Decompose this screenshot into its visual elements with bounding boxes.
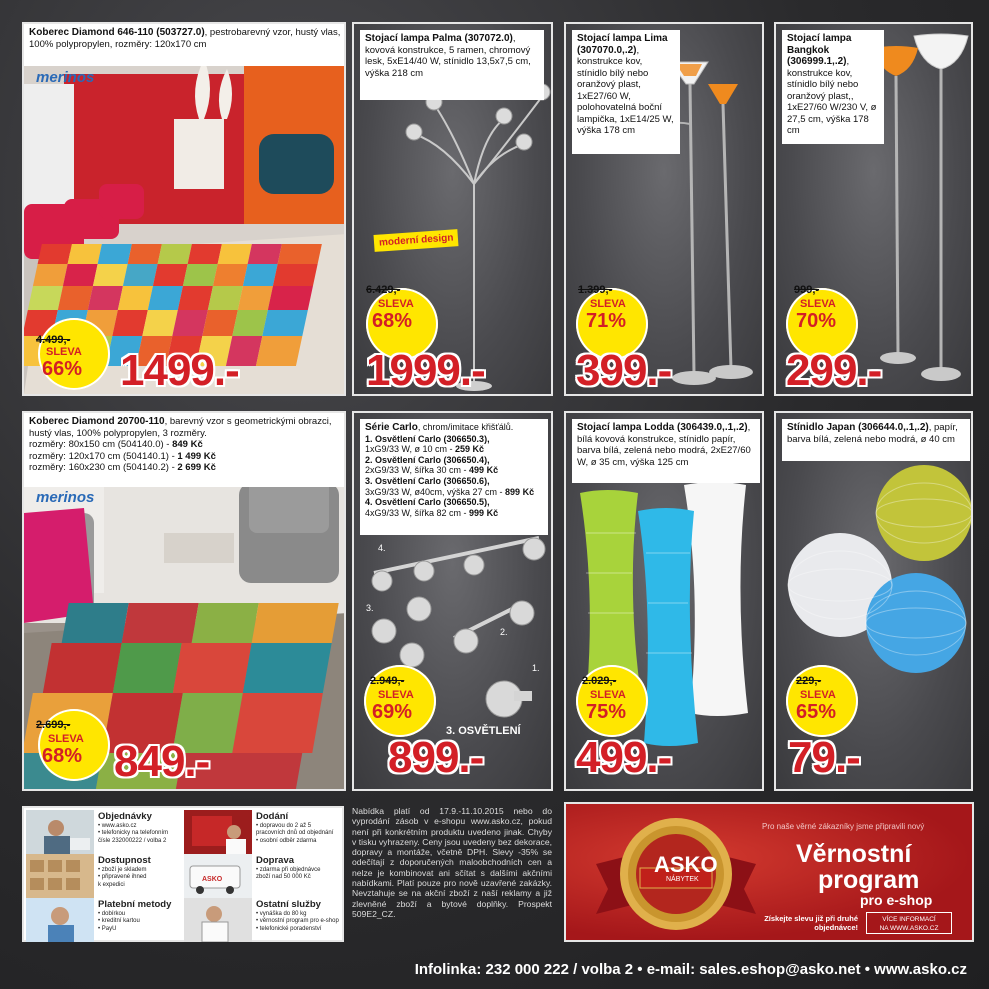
- service-title: Objednávky: [98, 811, 152, 822]
- product-label: [782, 419, 970, 461]
- product-card-koberec-646[interactable]: [22, 22, 346, 396]
- warehouse-photo: [26, 854, 94, 898]
- discount-percent: 71%: [586, 310, 627, 332]
- service-line: • telefonicky na telefonním: [98, 830, 169, 836]
- size-price: 2 699 Kč: [177, 462, 216, 473]
- service-orders[interactable]: [26, 810, 186, 854]
- product-card-palma[interactable]: [352, 22, 553, 396]
- discount-percent: 65%: [796, 701, 837, 723]
- product-title: Stojací lampa Lima (307070.0,.2): [577, 33, 668, 56]
- carlo-item-price: 259 Kč: [455, 444, 485, 455]
- service-title: Ostatní služby: [256, 899, 321, 910]
- service-line: • PayU: [98, 925, 117, 932]
- more-info-line-2: NA WWW.ASKO.CZ: [879, 925, 939, 932]
- sleva-label: SLEVA: [378, 689, 414, 701]
- product-card-carlo[interactable]: [352, 411, 553, 791]
- old-price: 4.499,-: [36, 334, 71, 346]
- product-description: , chrom/imitace křišťálů.: [417, 422, 514, 432]
- product-description: , kovová konstrukce, 5 ramen, chromový lesk, 5xE14/40 W, stínidlo 13,5x7,5 cm, výška 218 cm: [365, 33, 531, 79]
- product-label: [572, 419, 760, 483]
- price: 1499.-: [120, 346, 239, 395]
- service-title: Dodání: [256, 811, 289, 822]
- seal-subtext: NÁBYTEK: [666, 876, 699, 883]
- price: 849.-: [114, 737, 210, 786]
- product-description: , barevný vzor s geometrickými obrazci, hustý vlas, 100% polypropylen, 3 rozměry.: [29, 416, 332, 439]
- carlo-item-desc: 4xG9/33 W, šířka 82 cm -: [365, 507, 470, 518]
- carlo-item-title: 2. Osvětlení Carlo (306650.4),: [365, 454, 490, 465]
- carlo-item-desc: 2xG9/33 W, šířka 30 cm -: [365, 465, 470, 476]
- price: 1999.-: [366, 346, 485, 395]
- product-card-lima[interactable]: [564, 22, 764, 396]
- old-price: 1.399,-: [578, 284, 613, 296]
- discount-percent: 75%: [586, 701, 627, 723]
- sleva-label: SLEVA: [590, 298, 626, 310]
- offer-disclaimer: Nabídka platí od 17.9.-11.10.2015 nebo do vyprodání zásob v e-shopu www.asko.cz, pokud není při konkrétním produktu uvedeno jinak. Chyby v tisku vyhrazeny. Ceny jsou uvedeny bez dekorace, dopravy a montáže, včetně DPH. Slevy -35% se odečítají z doporučených maloobchodních cen a nelze je kombinovat ani sčítat s dalšími akčními nabídkami. Platí pouze pro nově uzavřené zakázky. Nevztahuje se na akční zboží z naší reklamy a již zlevněné zboží a bytové doplňky. Prospekt 509E2_CZ.: [352, 806, 552, 919]
- carlo-item-title: 3. Osvětlení Carlo (306650.6),: [365, 475, 490, 486]
- carlo-item-desc: 1xG9/33 W, ø 10 cm -: [365, 444, 456, 455]
- service-line: • osobní odběr zdarma: [256, 837, 317, 844]
- service-line: • vynáška do 80 kg: [256, 910, 307, 917]
- product-title: Koberec Diamond 646-110 (503727.0): [29, 27, 205, 38]
- old-price: 2.699,-: [36, 719, 71, 731]
- delivery-photo: [184, 810, 252, 854]
- price: 499.-: [576, 733, 672, 782]
- loyalty-banner[interactable]: [564, 802, 974, 942]
- product-card-lodda[interactable]: [564, 411, 764, 791]
- discount-percent: 68%: [372, 310, 413, 332]
- product-card-bangkok[interactable]: [774, 22, 973, 396]
- product-label: [360, 419, 548, 535]
- product-title: Stojací lampa Lodda (306439.0,.1,.2): [577, 422, 748, 433]
- service-payment[interactable]: [26, 898, 186, 942]
- old-price: 229,-: [796, 675, 822, 687]
- service-delivery[interactable]: [184, 810, 344, 854]
- size-price: 849 Kč: [172, 439, 203, 450]
- merinos-logo: merinos: [36, 69, 95, 86]
- sleva-label: SLEVA: [378, 298, 414, 310]
- loyalty-cta-text: Získejte slevu již při druhé objednávce!: [764, 914, 858, 932]
- carlo-item-desc: 3xG9/33 W, ø40cm, výška 27 cm -: [365, 486, 506, 497]
- carlo-note: 3. OSVĚTLENÍ: [446, 725, 521, 737]
- merinos-logo: merinos: [36, 489, 95, 506]
- service-line: • zdarma při objednávce: [256, 866, 321, 873]
- service-transport[interactable]: [184, 854, 344, 898]
- product-label: [24, 413, 346, 487]
- product-description: , bílá kovová konstrukce, stínidlo papír, barva bílá, zelená nebo modrá, 2xE27/60 W, ø 35 cm, výška 125 cm: [577, 422, 751, 468]
- product-label: [360, 30, 544, 100]
- other-services-photo: [184, 898, 252, 942]
- size-line: rozměry: 80x150 cm (504140.0) -: [29, 439, 173, 450]
- product-label: [572, 30, 680, 154]
- sleva-label: SLEVA: [590, 689, 626, 701]
- loyalty-title-3: pro e-shop: [860, 892, 933, 908]
- old-price: 2.949,-: [370, 675, 405, 687]
- carlo-item-price: 899 Kč: [505, 486, 535, 497]
- service-line: k expedici: [98, 881, 125, 888]
- moderni-design-tag: moderní design: [374, 229, 459, 252]
- loyalty-title-1: Věrnostní: [796, 840, 912, 868]
- product-card-koberec-20700[interactable]: [22, 411, 346, 791]
- service-line: • zboží je skladem: [98, 866, 147, 873]
- product-description: , konstrukce kov, stínidlo bílý nebo oranžový plast,, 1xE27/60 W/230 V, ø 27,5 cm, výška 178 cm: [787, 56, 877, 136]
- price: 399.-: [576, 346, 672, 395]
- item-number-label: 2.: [500, 627, 508, 637]
- price: 79.-: [788, 733, 860, 782]
- footer-text: Infolinka: 232 000 222 / volba 2 • e-mail: sales.eshop@asko.net • www.asko.cz: [414, 961, 967, 978]
- more-info-line-1: VÍCE INFORMACÍ: [882, 916, 936, 923]
- product-label: [24, 24, 346, 66]
- seal-text: ASKO: [654, 852, 718, 877]
- product-description: , papír, barva bílá, zelená nebo modrá, ø 40 cm: [787, 422, 958, 445]
- payment-photo: [26, 898, 94, 942]
- product-title: Koberec Diamond 20700-110: [29, 416, 165, 427]
- sleva-label: SLEVA: [800, 298, 836, 310]
- sleva-label: SLEVA: [48, 733, 84, 745]
- service-title: Platební metody: [98, 899, 172, 910]
- product-card-japan[interactable]: [774, 411, 973, 791]
- service-line: pracovních dnů od objednání: [256, 830, 334, 836]
- price: 899.-: [388, 733, 484, 782]
- sleva-label: SLEVA: [46, 346, 82, 358]
- services-box: [22, 806, 344, 942]
- service-line: • dobírkou: [98, 910, 126, 917]
- service-line: zboží nad 50 000 Kč: [256, 874, 311, 880]
- carlo-item-title: 1. Osvětlení Carlo (306650.3),: [365, 433, 490, 444]
- product-title: Stínidlo Japan (306644.0,.1,.2): [787, 422, 929, 433]
- footer-contact: [0, 950, 989, 989]
- product-description: , konstrukce kov, stínidlo bílý nebo oranžový plast, 1xE27/60 W, polohovatelná boční lampička, 1xE14/25 W, výška 178 cm: [577, 44, 674, 136]
- service-title: Dostupnost: [98, 855, 151, 866]
- carlo-item-price: 999 Kč: [469, 507, 499, 518]
- service-availability[interactable]: [26, 854, 186, 898]
- size-price: 1 499 Kč: [177, 450, 216, 462]
- old-price: 2.029,-: [582, 675, 617, 687]
- van-photo: [184, 854, 252, 898]
- orders-photo: [26, 810, 94, 854]
- sleva-label: SLEVA: [800, 689, 836, 701]
- service-line: čísle 232000222 / volba 2: [98, 837, 167, 844]
- old-price: 999,-: [794, 284, 820, 296]
- size-line: rozměry: 160x230 cm (504140.2) -: [29, 462, 178, 473]
- product-title: Stojací lampa Palma (307072.0): [365, 33, 513, 44]
- size-line: rozměry: 120x170 cm (504140.1) -: [29, 450, 178, 462]
- service-line: • www.asko.cz: [98, 822, 137, 829]
- item-number-label: 4.: [378, 543, 386, 553]
- item-number-label: 1.: [532, 663, 540, 673]
- service-title: Doprava: [256, 855, 295, 866]
- item-number-label: 3.: [366, 603, 374, 613]
- discount-percent: 66%: [42, 358, 83, 380]
- service-line: • připravené ihned: [98, 874, 147, 880]
- service-other[interactable]: [184, 898, 344, 942]
- discount-percent: 68%: [42, 745, 83, 767]
- price: 299.-: [786, 346, 882, 395]
- service-line: • telefonické poradenství: [256, 925, 322, 932]
- service-line: • dopravou do 2 až 5: [256, 822, 312, 829]
- service-line: • věrnostní program pro e-shop: [256, 918, 339, 924]
- service-line: • kreditní kartou: [98, 918, 140, 924]
- old-price: 6.429,-: [366, 284, 401, 296]
- loyalty-title-2: program: [818, 866, 920, 894]
- product-title: Série Carlo: [365, 422, 418, 433]
- discount-percent: 70%: [796, 310, 837, 332]
- carlo-item-title: 4. Osvětlení Carlo (306650.5),: [365, 497, 490, 508]
- discount-percent: 69%: [372, 701, 413, 723]
- carlo-item-price: 499 Kč: [469, 465, 499, 476]
- product-label: [782, 30, 884, 144]
- product-description: , pestrobarevný vzor, hustý vlas, 100% polypropylen, rozměry: 120x170 cm: [29, 27, 341, 50]
- loyalty-intro: Pro naše věrné zákazníky jsme připravili nový: [762, 822, 925, 831]
- product-title: Stojací lampa Bangkok (306999.1,.2): [787, 33, 852, 67]
- svg-text:ASKO: ASKO: [202, 876, 223, 883]
- more-info-button[interactable]: [866, 912, 952, 934]
